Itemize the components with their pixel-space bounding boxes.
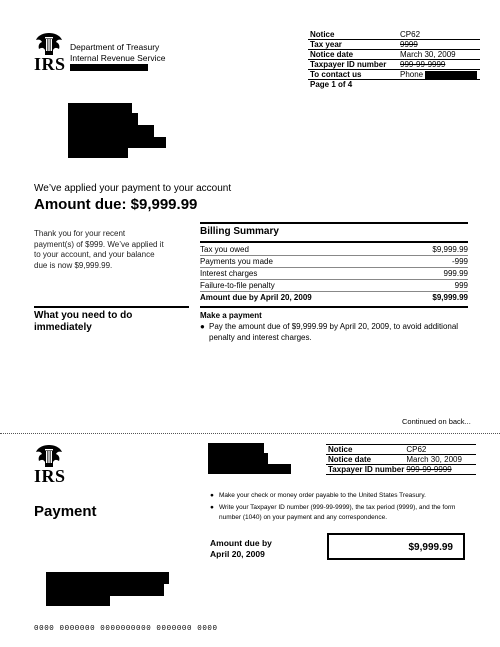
billing-value: 999.99 [443,269,468,278]
make-payment-heading: Make a payment [200,311,262,320]
redacted-address [68,125,154,137]
notice-label: Notice date [310,50,354,59]
notice-label: To contact us [310,70,362,79]
stub-notice-label: Notice date [328,455,372,464]
stub-notice-label: Notice [328,445,353,454]
billing-summary-title: Billing Summary [200,226,279,237]
notice-value [398,70,480,80]
redacted-address [208,443,264,453]
redacted-address [208,453,268,464]
irs-logo-text: IRS [34,54,66,74]
stub-notice-value: 999-99-9999 [406,465,452,474]
billing-label: Tax you owed [200,245,249,254]
bullet-icon: ● [200,322,205,331]
redacted-address [68,113,138,125]
scanline-code: 0000 0000000 0000000000 0000000 0000 [34,625,218,633]
redacted-address [68,137,166,148]
notice-label: Notice [310,30,335,39]
stub-bullet-text: Write your Taxpayer ID number (999-99-9999), the tax period (9999), and the form number (1040) on your payment and any correspondence. [219,504,456,521]
notice-label: Taxpayer ID number [310,60,387,69]
redacted-address [68,103,132,113]
notice-label: Tax year [310,40,342,49]
billing-row [200,256,468,268]
billing-row [200,244,468,256]
bullet-icon: ● [210,492,214,499]
stub-notice-label: Taxpayer ID number [328,465,405,474]
stub-notice-row [326,465,476,475]
stub-notice-row [326,455,476,465]
payment-bullet [200,322,474,343]
notice-row [308,70,480,80]
notice-value: CP62 [400,30,421,39]
billing-label: Payments you made [200,257,273,266]
tear-off-line [0,433,500,434]
action-heading: What you need to do immediately [34,310,133,333]
redacted-address [46,572,169,584]
billing-row [200,280,468,292]
page-row [308,80,480,90]
stub-payment-title: Payment [34,503,97,520]
action-left-rule [34,306,189,308]
redacted-phone [425,71,477,79]
stub-amount-label: Amount due by April 20, 2009 [210,538,272,559]
notice-row [308,60,480,70]
billing-label: Amount due by April 20, 2009 [200,293,312,302]
bullet-icon: ● [210,504,214,511]
stub-notice-value: CP62 [406,445,427,454]
payment-bullet-text: Pay the amount due of $9,999.99 by April 20, 2009, to avoid additional penalty and interest charges. [209,322,459,342]
amount-due-title: Amount due: $9,999.99 [34,196,198,213]
stub-bullet-text: Make your check or money order payable to the United States Treasury. [219,492,426,499]
notice-value: 999-99-9999 [400,60,446,69]
notice-value: March 30, 2009 [400,50,456,59]
contact-phone-label: Phone [400,70,424,79]
billing-value: -999 [451,257,468,266]
billing-label: Failure-to-file penalty [200,281,275,290]
stub-amount-box [327,533,465,560]
redacted-address [68,148,128,158]
redacted-address [46,584,164,596]
stub-bullet [210,503,478,523]
billing-label: Interest charges [200,269,258,278]
notice-row [308,30,480,40]
stub-irs-logo-text: IRS [34,466,66,486]
redacted-address [208,464,291,474]
intro-heading: We’ve applied your payment to your account [34,183,232,194]
stub-notice-table [326,444,476,475]
action-right-rule [200,306,468,308]
billing-top-rule [200,222,468,224]
continued-note: Continued on back... [402,417,471,426]
service-name: Internal Revenue Service [70,53,166,63]
billing-value: $9,999.99 [432,245,468,254]
page-number: Page 1 of 4 [310,80,353,89]
redacted-block [70,64,148,71]
notice-row [308,50,480,60]
thank-you-text: Thank you for your recent payment(s) of $999. We’ve applied it to your account, and your balance due is now $9,999.99. [34,229,164,270]
stub-notice-value: March 30, 2009 [406,455,462,464]
billing-value: $9,999.99 [432,293,468,302]
billing-row [200,268,468,280]
stub-notice-row [326,445,476,455]
billing-title-rule [200,241,468,243]
notice-row [308,40,480,50]
agency-name: Department of Treasury [70,42,160,52]
redacted-address [46,596,110,606]
stub-bullet [210,491,478,500]
notice-value: 9999 [400,40,418,49]
stub-amount-value: $9,999.99 [408,542,453,553]
notice-info-table [308,30,480,89]
billing-total-row [200,292,468,303]
billing-value: 999 [454,281,468,290]
